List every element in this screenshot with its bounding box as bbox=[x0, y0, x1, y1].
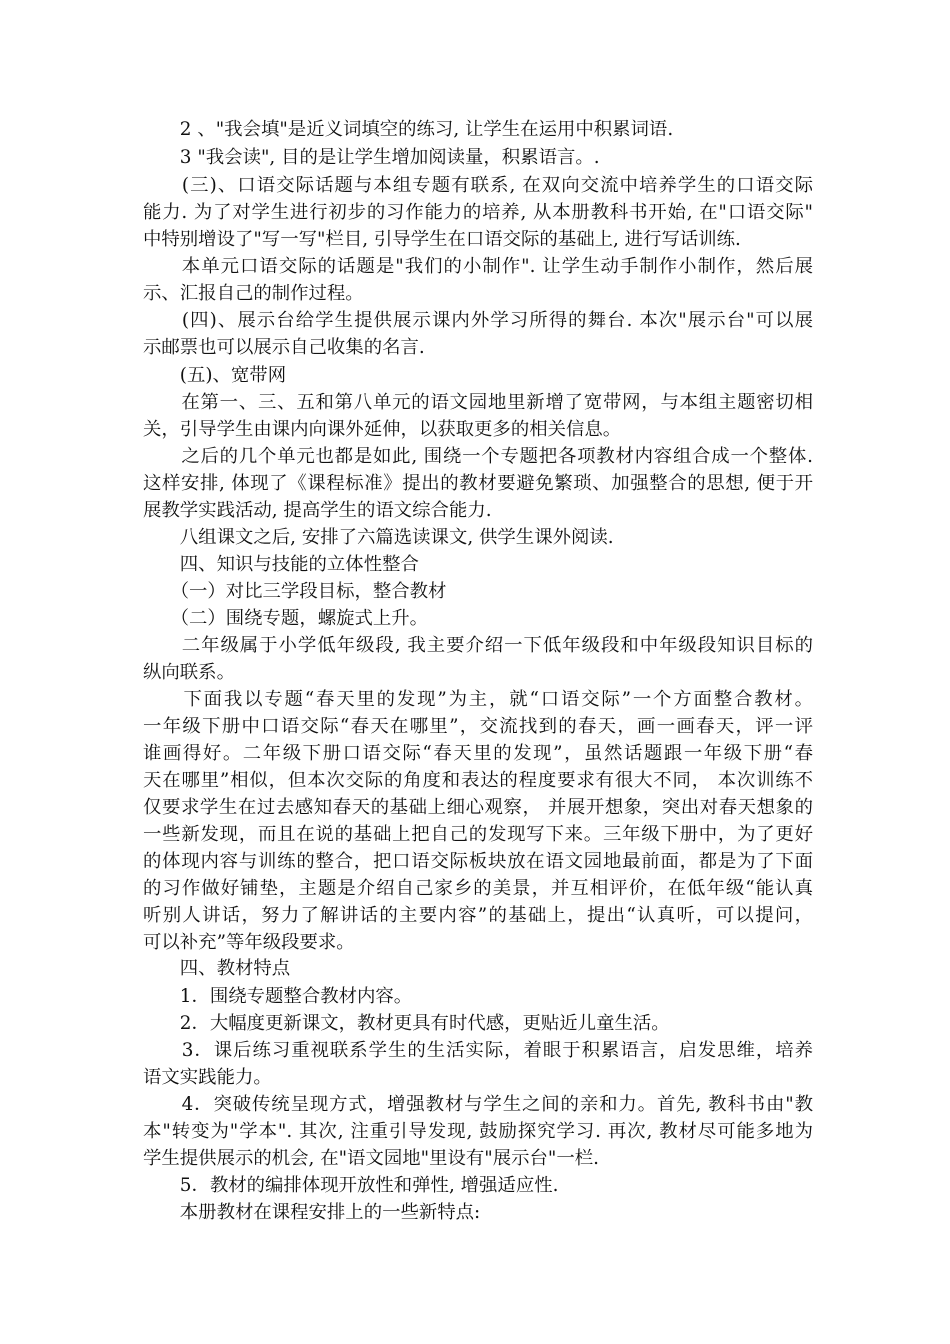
text-line: 四、教材特点 bbox=[143, 958, 291, 979]
text-line: 一些新发现，而且在说的基础上把自己的发现写下来。三年级下册中，为了更好 bbox=[143, 824, 813, 845]
paragraph bbox=[143, 983, 813, 1010]
paragraph bbox=[143, 1010, 813, 1037]
paragraph bbox=[143, 605, 813, 632]
text-line: （二）围绕专题，螺旋式上升。 bbox=[143, 608, 429, 629]
paragraph bbox=[143, 172, 813, 253]
paragraph bbox=[143, 524, 813, 551]
text-line: 听别人讲话，努力了解讲话的主要内容”的基础上，提出“认真听，可以提问， bbox=[143, 905, 813, 926]
paragraph bbox=[143, 1172, 813, 1199]
paragraph bbox=[143, 955, 813, 982]
text-line: 2．大幅度更新课文，教材更具有时代感，更贴近儿童生活。 bbox=[143, 1013, 670, 1034]
text-line: 本单元口语交际的话题是"我们的小制作". 让学生动手制作小制作，然后展 bbox=[143, 256, 813, 277]
paragraph bbox=[143, 686, 813, 956]
text-line: 的体现内容与训练的整合，把口语交际板块放在语文园地最前面，都是为了下面 bbox=[143, 851, 813, 872]
text-line: (五)、宽带网 bbox=[143, 365, 287, 386]
text-line: 3．课后练习重视联系学生的生活实际，着眼于积累语言，启发思维，培养 bbox=[143, 1040, 813, 1061]
text-line: 的习作做好铺垫，主题是介绍自己家乡的美景，并互相评价，在低年级“能认真 bbox=[143, 878, 813, 899]
text-line: 在第一、三、五和第八单元的语文园地里新增了宽带网，与本组主题密切相 bbox=[143, 392, 813, 413]
text-line: 四、知识与技能的立体性整合 bbox=[143, 554, 419, 575]
text-line: 之后的几个单元也都是如此, 围绕一个专题把各项教材内容组合成一个整体. bbox=[143, 446, 813, 467]
paragraph bbox=[143, 362, 813, 389]
text-line: 中特别增设了"写一写"栏目, 引导学生在口语交际的基础上, 进行写话训练. bbox=[143, 229, 741, 250]
paragraph bbox=[143, 443, 813, 524]
text-line: 谁画得好。二年级下册口语交际“春天里的发现”，虽然话题跟一年级下册“春 bbox=[143, 743, 813, 764]
text-line: 这样安排, 体现了《课程标准》提出的教材要避免繁琐、加强整合的思想, 便于开 bbox=[143, 473, 813, 494]
text-line: 关，引导学生由课内向课外延伸，以获取更多的相关信息。 bbox=[143, 419, 622, 440]
text-line: 本册教材在课程安排上的一些新特点: bbox=[143, 1202, 481, 1223]
paragraph bbox=[143, 1199, 813, 1226]
text-line: 5．教材的编排体现开放性和弹性, 增强适应性. bbox=[143, 1175, 559, 1196]
paragraph bbox=[143, 1091, 813, 1172]
text-line: 4．突破传统呈现方式，增强教材与学生之间的亲和力。首先, 教科书由"教 bbox=[143, 1094, 813, 1115]
text-line: 下面我以专题“春天里的发现”为主，就“口语交际”一个方面整合教材。 bbox=[143, 689, 813, 710]
paragraph bbox=[143, 578, 813, 605]
paragraph bbox=[143, 551, 813, 578]
text-line: 示邮票也可以展示自己收集的名言. bbox=[143, 337, 425, 358]
paragraph bbox=[143, 1037, 813, 1091]
text-line: 二年级属于小学低年级段, 我主要介绍一下低年级段和中年级段知识目标的 bbox=[143, 635, 813, 656]
paragraph bbox=[143, 632, 813, 686]
text-line: 展教学实践活动, 提高学生的语文综合能力. bbox=[143, 500, 492, 521]
text-line: 3 "我会读", 目的是让学生增加阅读量，积累语言。. bbox=[143, 147, 600, 168]
text-line: 1．围绕专题整合教材内容。 bbox=[143, 986, 413, 1007]
text-line: 八组课文之后, 安排了六篇选读课文, 供学生课外阅读. bbox=[143, 527, 614, 548]
text-line: 可以补充”等年级段要求。 bbox=[143, 932, 355, 953]
text-line: 2 、"我会填"是近义词填空的练习, 让学生在运用中积累词语. bbox=[143, 119, 674, 140]
paragraph bbox=[143, 389, 813, 443]
text-line: 本"转变为"学本". 其次, 注重引导发现, 鼓励探究学习. 再次, 教材尽可能多地为 bbox=[143, 1121, 813, 1142]
text-line: 天在哪里”相似，但本次交际的角度和表达的程度要求有很大不同， 本次训练不 bbox=[143, 770, 813, 791]
text-line: 一年级下册中口语交际“春天在哪里”，交流找到的春天，画一画春天，评一评 bbox=[143, 716, 813, 737]
paragraph bbox=[143, 144, 813, 171]
text-line: 示、汇报自己的制作过程。 bbox=[143, 283, 364, 304]
text-line: (三)、口语交际话题与本组专题有联系, 在双向交流中培养学生的口语交际 bbox=[143, 175, 813, 196]
text-line: （一）对比三学段目标，整合教材 bbox=[143, 581, 447, 602]
paragraph bbox=[143, 253, 813, 307]
text-line: 语文实践能力。 bbox=[143, 1067, 272, 1088]
paragraph bbox=[143, 307, 813, 361]
text-line: 仅要求学生在过去感知春天的基础上细心观察， 并展开想象，突出对春天想象的 bbox=[143, 797, 813, 818]
text-line: 纵向联系。 bbox=[143, 662, 235, 683]
text-line: 学生提供展示的机会, 在"语文园地"里设有"展示台"一栏. bbox=[143, 1148, 599, 1169]
paragraph bbox=[143, 116, 813, 143]
text-line: 能力. 为了对学生进行初步的习作能力的培养, 从本册教科书开始, 在"口语交际" bbox=[143, 202, 813, 223]
text-line: (四)、展示台给学生提供展示课内外学习所得的舞台. 本次"展示台"可以展 bbox=[143, 310, 813, 331]
